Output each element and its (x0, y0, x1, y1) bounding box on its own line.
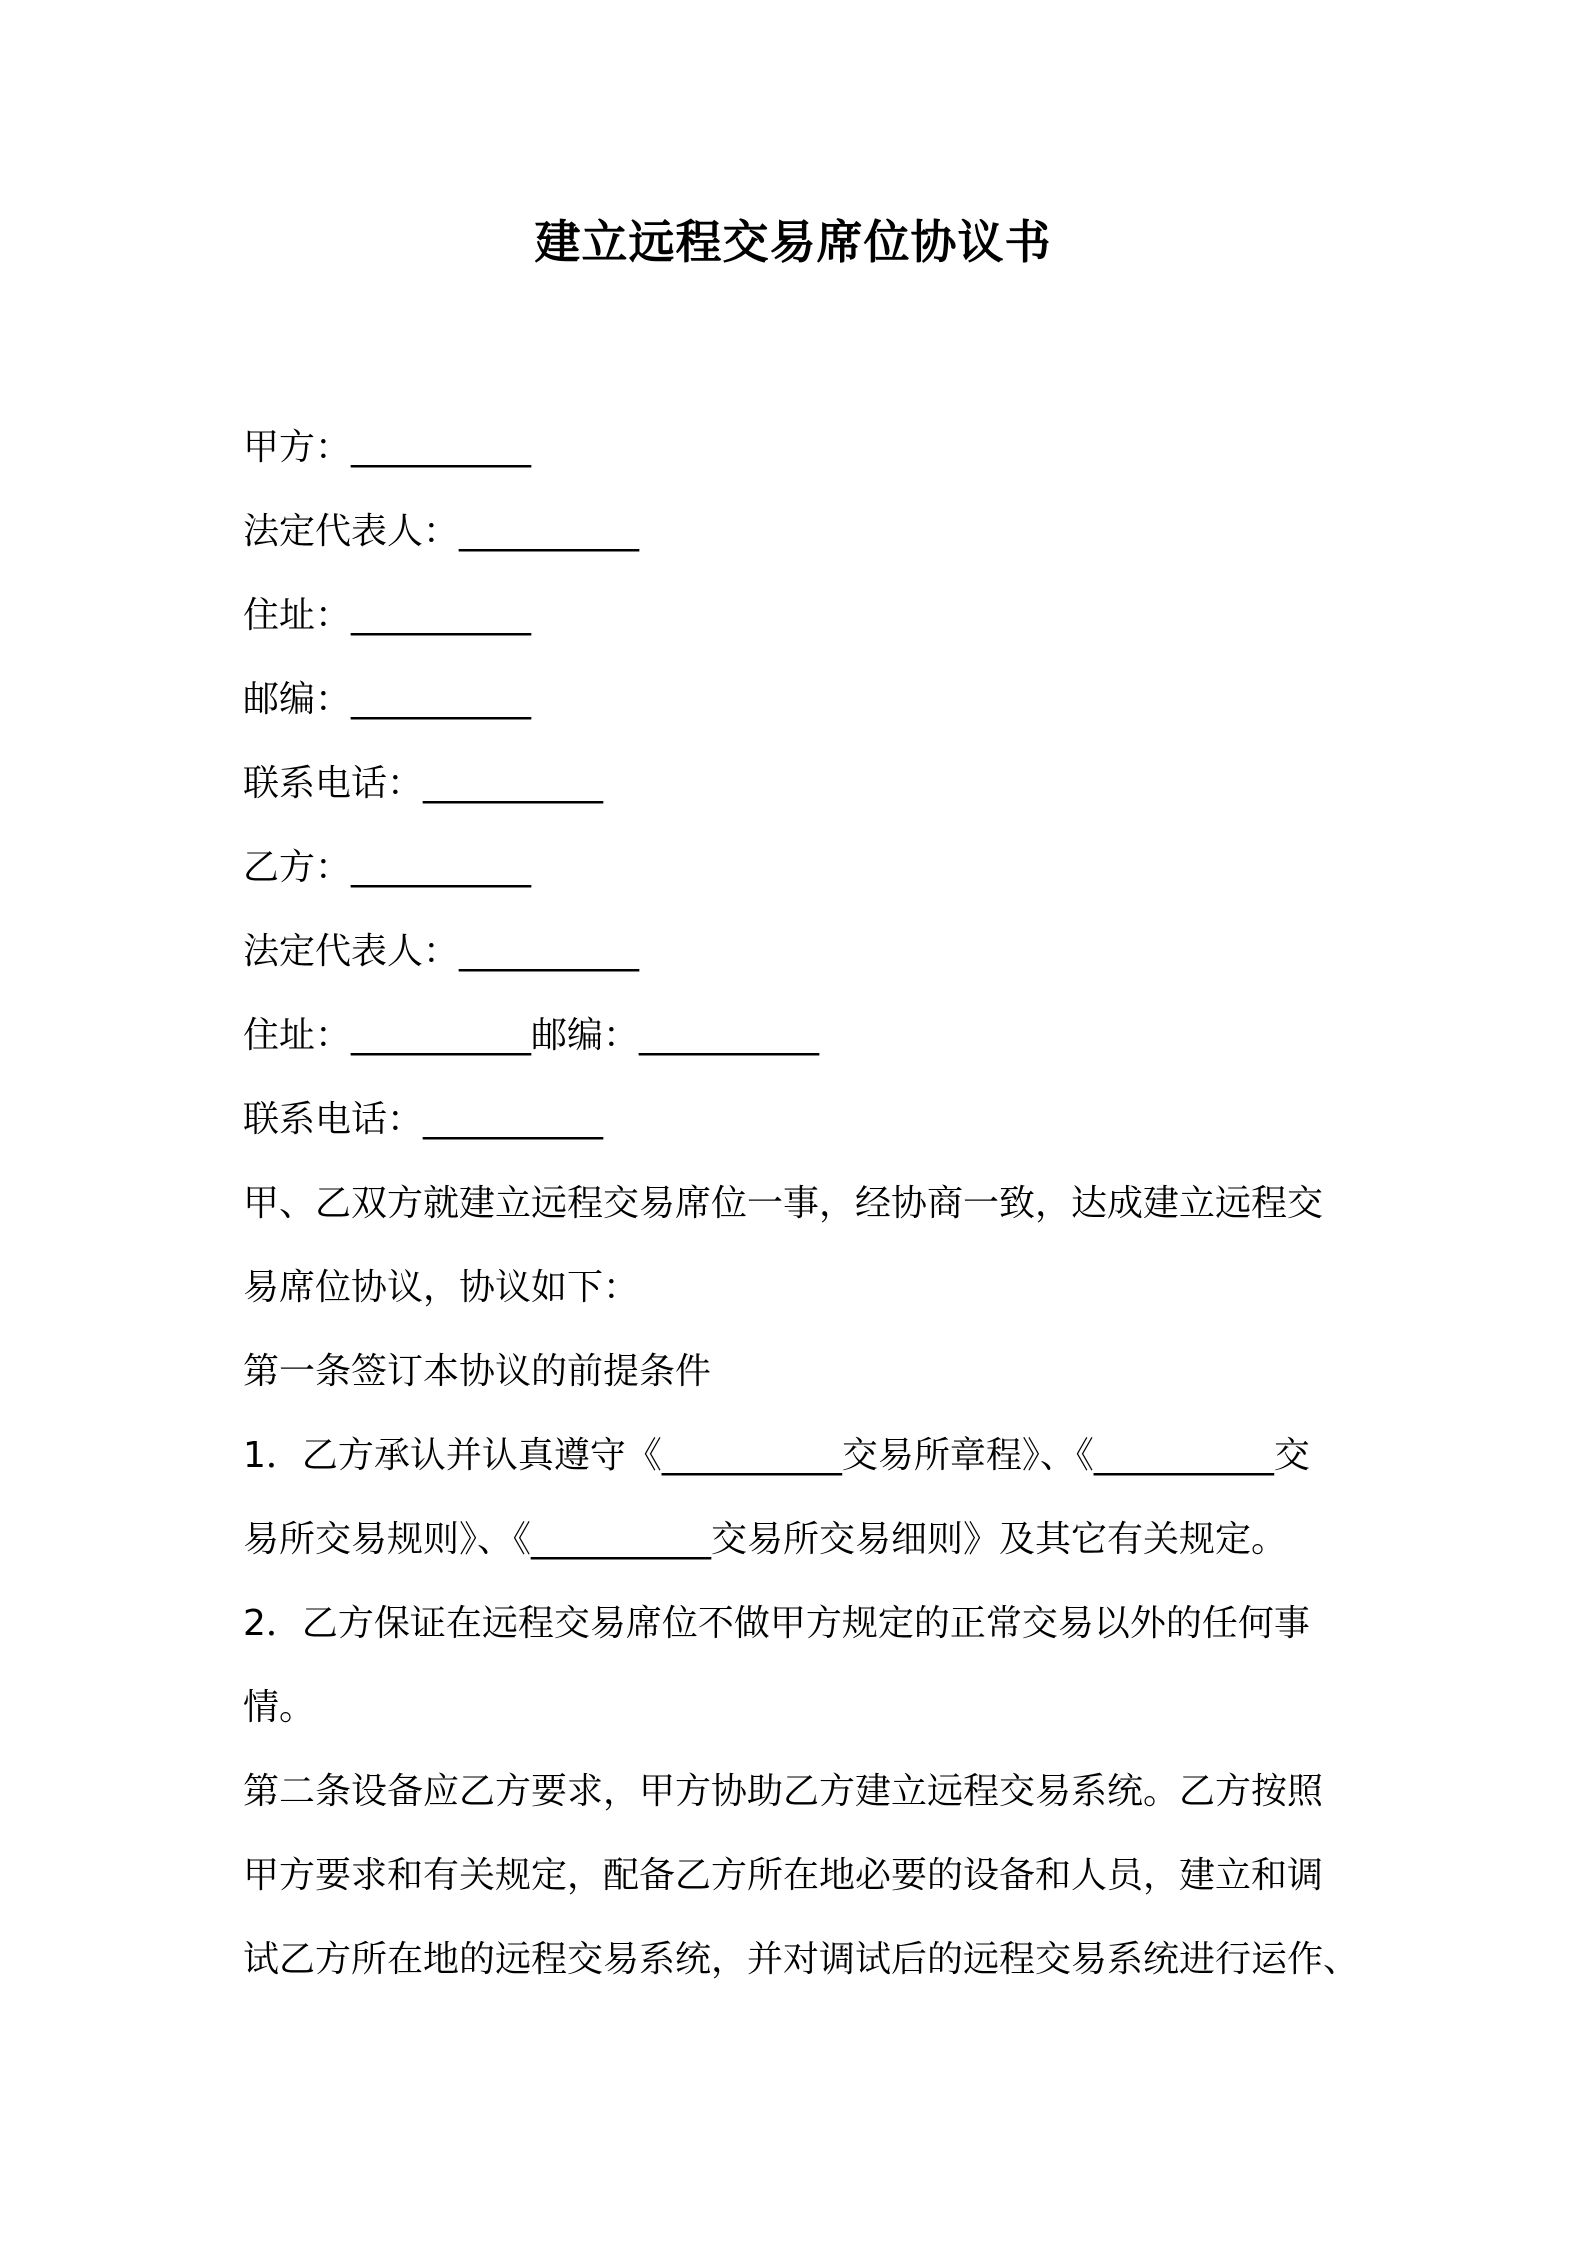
party-b-legal-rep-line: 法定代表人：__________ (243, 931, 640, 972)
party-b-address-postcode-line: 住址：__________邮编：__________ (243, 1015, 820, 1056)
party-a-line: 甲方：__________ (243, 427, 532, 468)
preamble-line: 甲、乙双方就建立远程交易席位一事，经协商一致，达成建立远程交 (243, 1183, 1324, 1224)
party-b-line: 乙方：__________ (243, 847, 532, 888)
article-2-line: 第二条设备应乙方要求，甲方协助乙方建立远程交易系统。乙方按照 (243, 1771, 1324, 1812)
article-1-heading: 第一条签订本协议的前提条件 (243, 1351, 712, 1392)
article-2-line: 甲方要求和有关规定，配备乙方所在地必要的设备和人员，建立和调 (243, 1855, 1324, 1896)
preamble-line: 易席位协议，协议如下： (243, 1267, 640, 1308)
article-1-item-2-line: 2．乙方保证在远程交易席位不做甲方规定的正常交易以外的任何事 (243, 1603, 1310, 1644)
document-title: 建立远程交易席位协议书 (534, 215, 1052, 269)
article-1-item-2-line: 情。 (243, 1687, 316, 1728)
document-body (243, 406, 1383, 2002)
party-a-legal-rep-line: 法定代表人：__________ (243, 511, 640, 552)
party-b-phone-line: 联系电话：__________ (243, 1099, 604, 1140)
article-2-line: 试乙方所在地的远程交易系统，并对调试后的远程交易系统进行运作、 (243, 1939, 1360, 1980)
article-1-item-1-line: 易所交易规则》、《__________交易所交易细则》及其它有关规定。 (243, 1519, 1288, 1560)
party-a-phone-line: 联系电话：__________ (243, 763, 604, 804)
party-a-postcode-line: 邮编：__________ (243, 679, 532, 720)
article-1-item-1-line: 1．乙方承认并认真遵守《__________交易所章程》、《__________交 (243, 1435, 1310, 1476)
party-a-address-line: 住址：__________ (243, 595, 532, 636)
